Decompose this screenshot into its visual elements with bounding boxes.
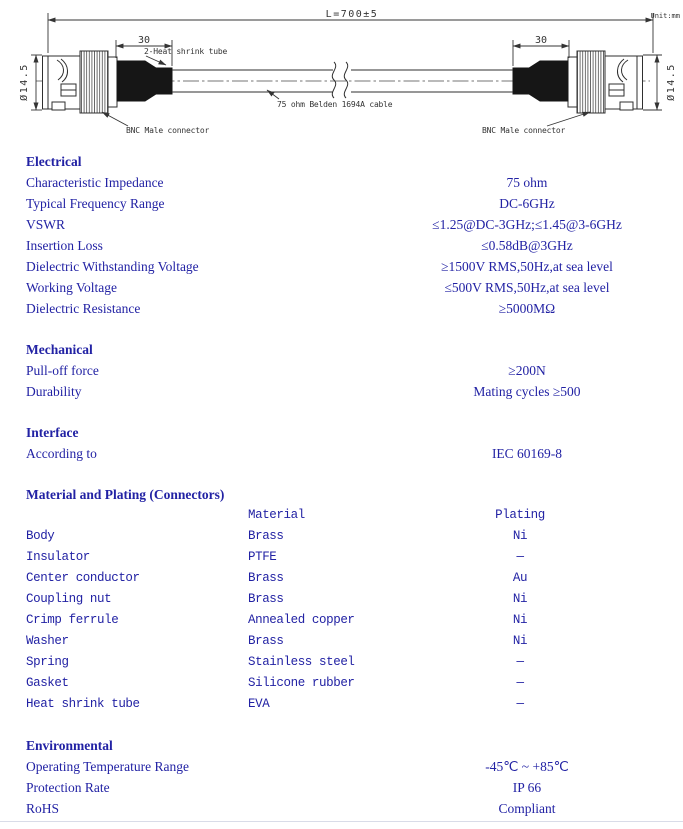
materials-header-row — [0, 505, 683, 526]
part-material: Brass — [248, 634, 284, 648]
part-plating: Ni — [512, 613, 528, 627]
spec-label: Pull-off force — [26, 363, 99, 378]
spec-row — [0, 214, 683, 235]
spec-label: Dielectric Withstanding Voltage — [26, 259, 199, 274]
spec-row — [0, 756, 683, 777]
bottom-divider — [0, 821, 683, 822]
materials-row — [0, 673, 683, 694]
materials-row — [0, 526, 683, 547]
spec-row — [0, 235, 683, 256]
materials-row — [0, 589, 683, 610]
spec-value: ≥1500V RMS,50Hz,at sea level — [441, 259, 613, 274]
part-name: Gasket — [26, 676, 69, 690]
spec-value: ≤0.58dB@3GHz — [481, 238, 573, 253]
diameter-dim-left-label: Ø14.5 — [19, 63, 30, 101]
diameter-dim-left — [31, 55, 42, 110]
cable-assembly-drawing — [0, 0, 683, 140]
spec-value: 75 ohm — [506, 175, 548, 190]
spec-row — [0, 360, 683, 381]
part-name: Washer — [26, 634, 69, 648]
spec-label: Working Voltage — [26, 280, 118, 295]
section-materials — [0, 484, 683, 715]
spec-value: IP 66 — [512, 780, 542, 795]
part-material: Silicone rubber — [248, 676, 355, 690]
section-electrical — [0, 151, 683, 319]
column-header-plating: Plating — [495, 508, 545, 522]
spec-row — [0, 443, 683, 464]
materials-row — [0, 610, 683, 631]
length-dimension-label: L=700±5 — [325, 9, 379, 20]
spec-label: Dielectric Resistance — [26, 301, 141, 316]
spec-row — [0, 381, 683, 402]
part-name: Crimp ferrule — [26, 613, 119, 627]
part-material: Brass — [248, 592, 284, 606]
section-title-electrical: Electrical — [26, 154, 82, 169]
part-material: PTFE — [248, 550, 277, 564]
spec-label: Characteristic Impedance — [26, 175, 164, 190]
part-material: Annealed copper — [248, 613, 355, 627]
cable-callout: 75 ohm Belden 1694A cable — [277, 100, 393, 109]
cable-leader — [267, 90, 279, 99]
heat-shrink-tube-left — [117, 61, 172, 101]
spec-label: Typical Frequency Range — [26, 196, 165, 211]
part-plating: Au — [512, 571, 528, 585]
part-plating: — — [516, 676, 524, 690]
connector-leader-left — [102, 112, 128, 126]
unit-label: Unit:mm — [650, 12, 680, 20]
dim-30-right-label: 30 — [534, 35, 548, 46]
spec-label: RoHS — [26, 801, 60, 816]
bnc-connector-left — [43, 51, 173, 113]
part-plating: — — [516, 697, 524, 711]
section-environmental — [0, 735, 683, 819]
spec-row — [0, 172, 683, 193]
materials-row — [0, 694, 683, 715]
spec-value: ≥5000MΩ — [498, 301, 556, 316]
section-title-interface: Interface — [26, 425, 79, 440]
section-interface — [0, 422, 683, 464]
part-plating: Ni — [512, 634, 528, 648]
part-plating: Ni — [512, 592, 528, 606]
coax-cable — [172, 62, 513, 98]
spec-row — [0, 798, 683, 819]
part-material: Stainless steel — [248, 655, 355, 669]
heat-shrink-callout: 2-Heat shrink tube — [144, 47, 228, 56]
dim-30-left-label: 30 — [137, 35, 151, 46]
spec-value: Mating cycles ≥500 — [473, 384, 581, 399]
part-name: Body — [26, 529, 55, 543]
spec-row — [0, 277, 683, 298]
section-title-mechanical: Mechanical — [26, 342, 93, 357]
diameter-dim-right — [643, 55, 662, 110]
spec-label: According to — [26, 446, 97, 461]
section-title-materials: Material and Plating (Connectors) — [26, 487, 225, 502]
materials-row — [0, 652, 683, 673]
spec-value: DC-6GHz — [499, 196, 555, 211]
section-mechanical — [0, 339, 683, 402]
spec-row — [0, 777, 683, 798]
spec-label: Durability — [26, 384, 82, 399]
part-name: Spring — [26, 655, 69, 669]
part-name: Heat shrink tube — [26, 697, 140, 711]
specification-sheet — [0, 140, 683, 819]
spec-label: Insertion Loss — [26, 238, 103, 253]
break-symbol — [344, 62, 347, 98]
part-material: EVA — [248, 697, 270, 711]
diameter-dim-right-label: Ø14.5 — [666, 63, 677, 101]
materials-row — [0, 631, 683, 652]
spec-value: ≤1.25@DC-3GHz;≤1.45@3-6GHz — [432, 217, 622, 232]
part-plating: — — [516, 655, 524, 669]
spec-value: ≥200N — [508, 363, 546, 378]
part-material: Brass — [248, 529, 284, 543]
spec-value: Compliant — [498, 801, 556, 816]
break-symbol — [332, 62, 335, 98]
spec-value: -45℃ ~ +85℃ — [485, 759, 569, 774]
spec-value: ≤500V RMS,50Hz,at sea level — [444, 280, 610, 295]
spec-label: Protection Rate — [26, 780, 110, 795]
bnc-connector-right — [513, 51, 643, 113]
spec-label: Operating Temperature Range — [26, 759, 189, 774]
column-header-material: Material — [248, 508, 305, 522]
bnc-cable-drawing-svg — [0, 0, 683, 140]
part-name: Coupling nut — [26, 592, 112, 606]
connector-leader-right — [547, 112, 590, 126]
materials-row — [0, 568, 683, 589]
part-plating: Ni — [512, 529, 528, 543]
spec-label: VSWR — [26, 217, 66, 232]
part-material: Brass — [248, 571, 284, 585]
spec-row — [0, 298, 683, 319]
part-name: Insulator — [26, 550, 90, 564]
part-name: Center conductor — [26, 571, 140, 585]
part-plating: — — [516, 550, 524, 564]
spec-row — [0, 193, 683, 214]
spec-value: IEC 60169-8 — [491, 446, 563, 461]
spec-row — [0, 256, 683, 277]
section-title-environmental: Environmental — [26, 738, 113, 753]
connector-callout-right: BNC Male connector — [482, 126, 566, 135]
connector-callout-left: BNC Male connector — [126, 126, 210, 135]
materials-row — [0, 547, 683, 568]
